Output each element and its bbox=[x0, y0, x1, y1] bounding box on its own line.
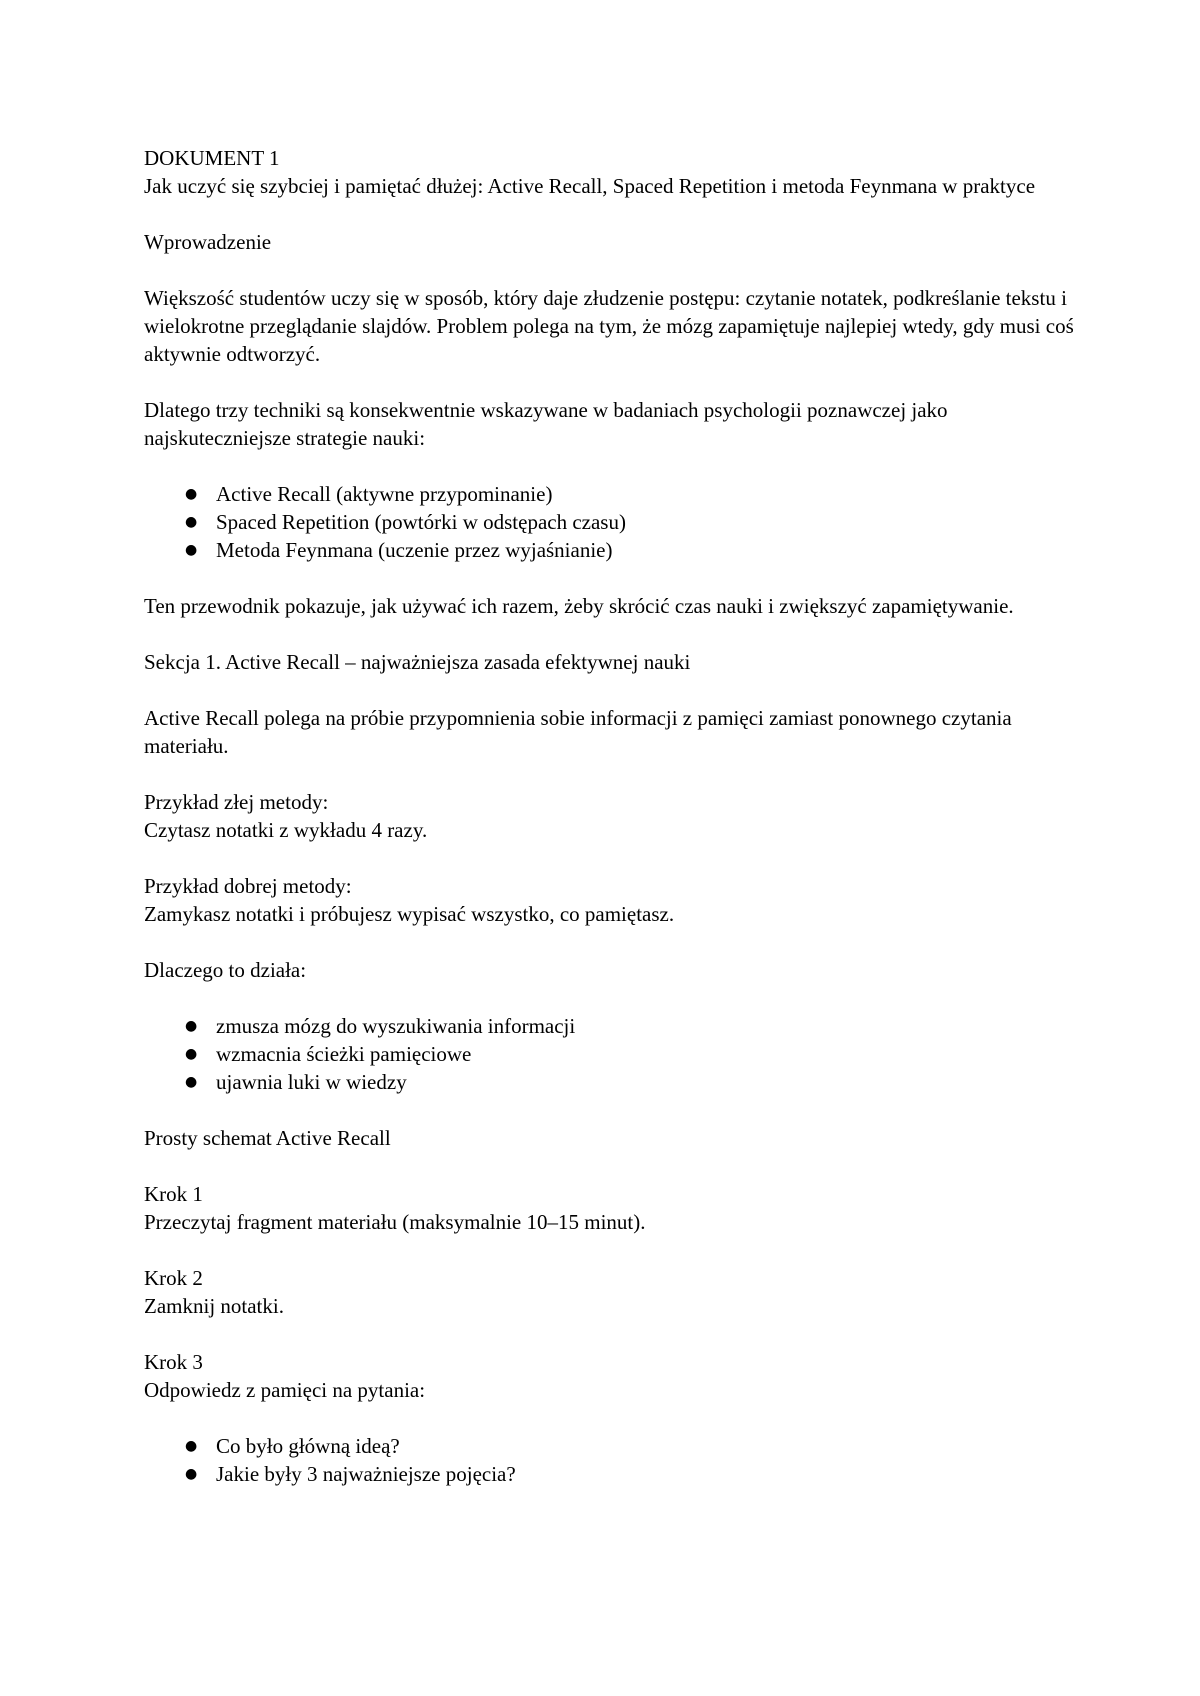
good-example-text: Zamykasz notatki i próbujesz wypisać wszystko, co pamiętasz. bbox=[144, 902, 675, 926]
step-text: Przeczytaj fragment materiału (maksymalnie 10–15 minut). bbox=[144, 1210, 646, 1234]
list-item: ● Spaced Repetition (powtórki w odstępach czasu) bbox=[185, 510, 626, 534]
list-item: ● Jakie były 3 najważniejsze pojęcia? bbox=[185, 1462, 516, 1486]
step-2 bbox=[144, 1264, 1074, 1320]
list-item: ● zmusza mózg do wyszukiwania informacji bbox=[185, 1014, 576, 1038]
step-3-questions-list bbox=[144, 1432, 1074, 1488]
step-3 bbox=[144, 1348, 1074, 1404]
step-text: Zamknij notatki. bbox=[144, 1294, 284, 1318]
document-title: Jak uczyć się szybciej i pamiętać dłużej: Active Recall, Spaced Repetition i metoda Feynmana w praktyce bbox=[144, 174, 1036, 198]
techniques-list bbox=[144, 480, 1074, 564]
why-heading: Dlaczego to działa: bbox=[144, 958, 307, 982]
step-label: Krok 2 bbox=[144, 1266, 203, 1290]
step-label: Krok 1 bbox=[144, 1182, 203, 1206]
section-1-heading: Sekcja 1. Active Recall – najważniejsza zasada efektywnej nauki bbox=[144, 650, 691, 674]
list-item: ● Metoda Feynmana (uczenie przez wyjaśnianie) bbox=[185, 538, 613, 562]
good-example-label: Przykład dobrej metody: bbox=[144, 874, 352, 898]
step-1 bbox=[144, 1180, 1074, 1236]
section-1-paragraph: Active Recall polega na próbie przypomnienia sobie informacji z pamięci zamiast ponownego czytania materiału. bbox=[144, 706, 1012, 758]
bullet-icon: ● bbox=[185, 1438, 198, 1454]
bad-example-label: Przykład złej metody: bbox=[144, 790, 329, 814]
list-item: ● ujawnia luki w wiedzy bbox=[185, 1070, 407, 1094]
step-label: Krok 3 bbox=[144, 1350, 203, 1374]
document-label: DOKUMENT 1 bbox=[144, 146, 280, 170]
bullet-icon: ● bbox=[185, 514, 198, 530]
bullet-icon: ● bbox=[185, 542, 198, 558]
bad-example bbox=[144, 788, 1074, 844]
bullet-icon: ● bbox=[185, 1046, 198, 1062]
step-text: Odpowiedz z pamięci na pytania: bbox=[144, 1378, 426, 1402]
list-item: ● Co było główną ideą? bbox=[185, 1434, 400, 1458]
bullet-icon: ● bbox=[185, 1018, 198, 1034]
list-item: ● wzmacnia ścieżki pamięciowe bbox=[185, 1042, 472, 1066]
list-item: ● Active Recall (aktywne przypominanie) bbox=[185, 482, 553, 506]
intro-paragraph-3: Ten przewodnik pokazuje, jak używać ich razem, żeby skrócić czas nauki i zwiększyć zapamiętywanie. bbox=[144, 594, 1014, 618]
bad-example-text: Czytasz notatki z wykładu 4 razy. bbox=[144, 818, 428, 842]
good-example bbox=[144, 872, 1074, 928]
intro-paragraph-2: Dlatego trzy techniki są konsekwentnie wskazywane w badaniach psychologii poznawczej jako najskuteczniejsze strategie nauki: bbox=[144, 398, 948, 450]
bullet-icon: ● bbox=[185, 1074, 198, 1090]
bullet-icon: ● bbox=[185, 1466, 198, 1482]
bullet-icon: ● bbox=[185, 486, 198, 502]
scheme-heading: Prosty schemat Active Recall bbox=[144, 1126, 391, 1150]
why-list bbox=[144, 1012, 1074, 1096]
intro-paragraph-1: Większość studentów uczy się w sposób, który daje złudzenie postępu: czytanie notatek, podkreślanie tekstu i wielokrotne przeglądanie slajdów. Problem polega na tym, że mózg zapamiętuje najlepiej wtedy, gdy musi coś aktywnie odtworzyć. bbox=[144, 286, 1074, 366]
intro-heading: Wprowadzenie bbox=[144, 230, 272, 254]
document-body bbox=[144, 144, 1074, 1516]
